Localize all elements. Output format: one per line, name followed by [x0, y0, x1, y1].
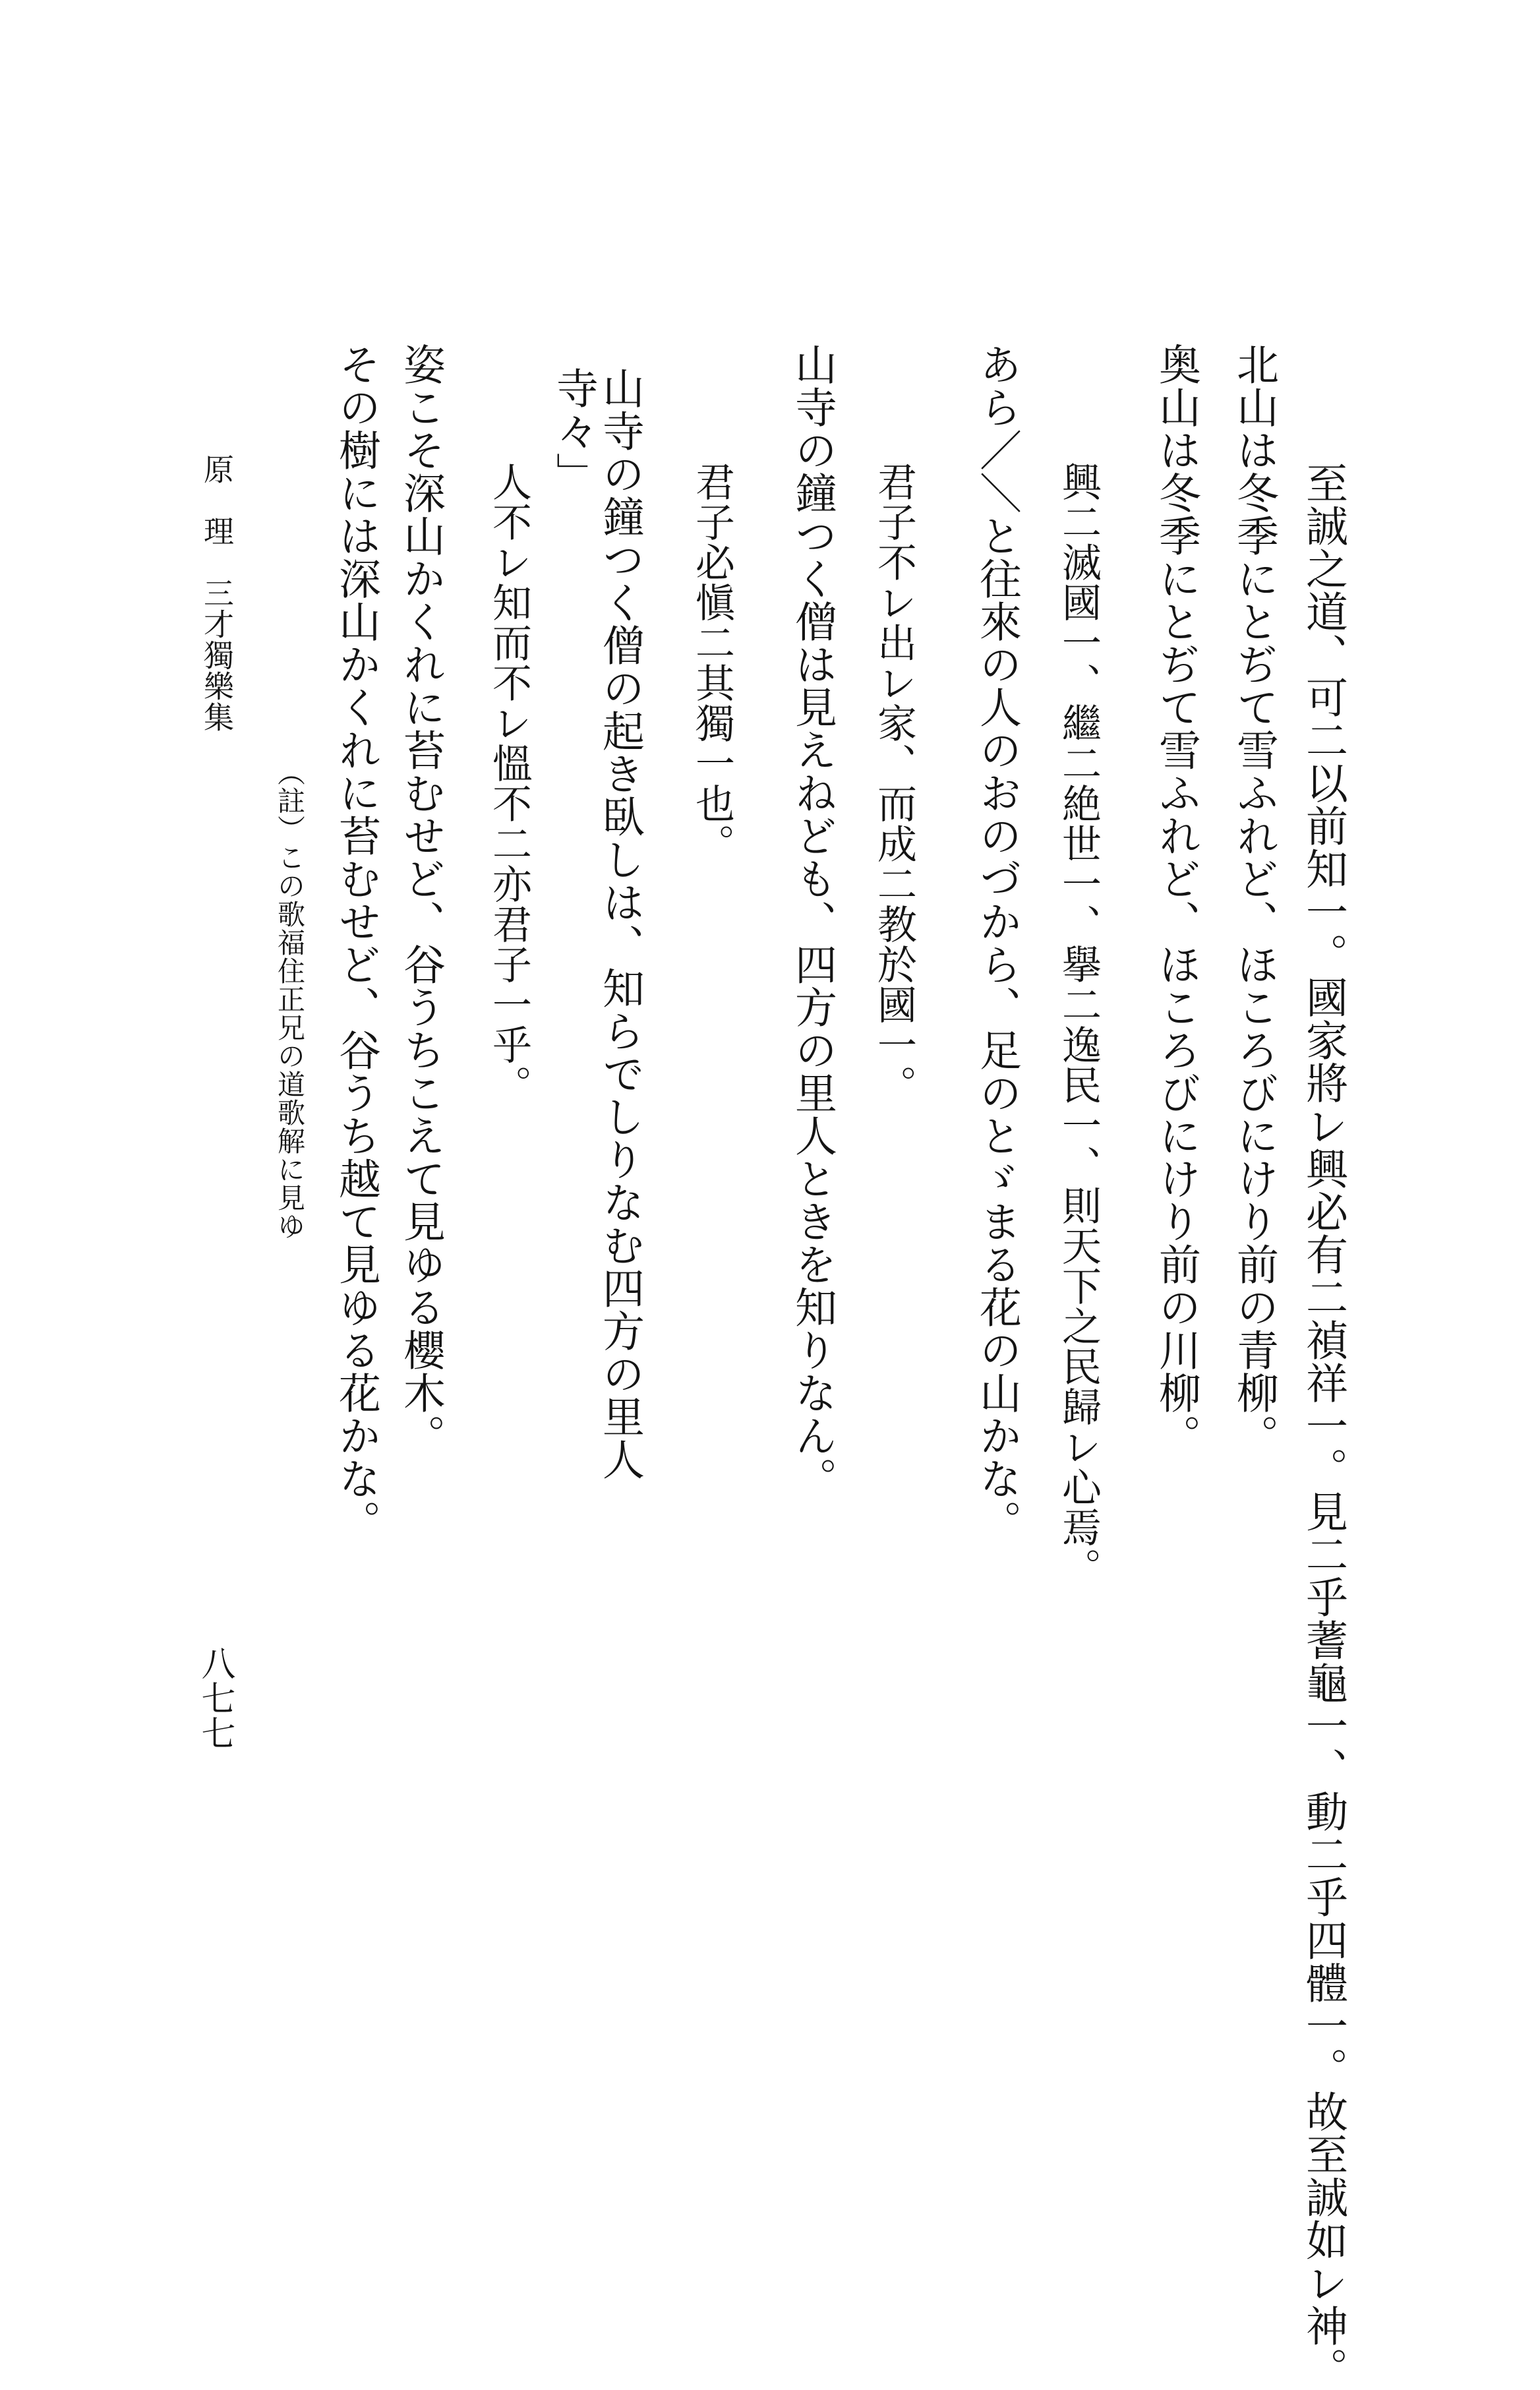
text-line-8: 君子必愼二其獨一也。	[689, 462, 735, 864]
text-line-12: その樹には深山かくれに苔むせど、谷うち越て見ゆる花かな。	[332, 343, 380, 1543]
footnote: （註）この歌福住正兄の道歌解に見ゆ	[274, 758, 306, 1240]
page-number: 八七七	[195, 1646, 235, 1750]
text-line-9: 山寺の鐘つく僧の起き臥しは、知らでしりなむ四方の里人	[595, 367, 644, 1481]
text-line-5: あら／＼と往來の人のおのづから、足のとゞまる花の山かな。	[972, 343, 1021, 1543]
running-header: 原 理 三才獨樂集	[199, 454, 235, 732]
text-line-4: 興二滅國一、繼二絶世一、擧二逸民一、則天下之民歸レ心焉。	[1055, 462, 1102, 1588]
text-line-2: 北山は冬季にとぢて雪ふれど、ほころびにけり前の青柳。	[1229, 343, 1278, 1457]
text-line-10: 人不レ知而不レ慍不二亦君子一乎。	[486, 462, 532, 1105]
text-line-7: 山寺の鐘つく僧は見えねども、四方の里人ときを知りなん。	[788, 343, 837, 1500]
text-line-3: 奥山は冬季にとぢて雪ふれど、ほころびにけり前の川柳。	[1152, 343, 1200, 1457]
text-line-1: 至誠之道、可二以前知一。國家將レ興必有二禎祥一。見二乎蓍龜一、動二乎四體一。故至誠如レ神。	[1299, 462, 1348, 2390]
text-line-6: 君子不レ出レ家、而成二教於國一。	[871, 462, 917, 1105]
text-line-9-continued: 寺々」	[549, 367, 598, 495]
text-line-11: 姿こそ深山かくれに苔むせど、谷うちこえて見ゆる櫻木。	[396, 343, 445, 1457]
